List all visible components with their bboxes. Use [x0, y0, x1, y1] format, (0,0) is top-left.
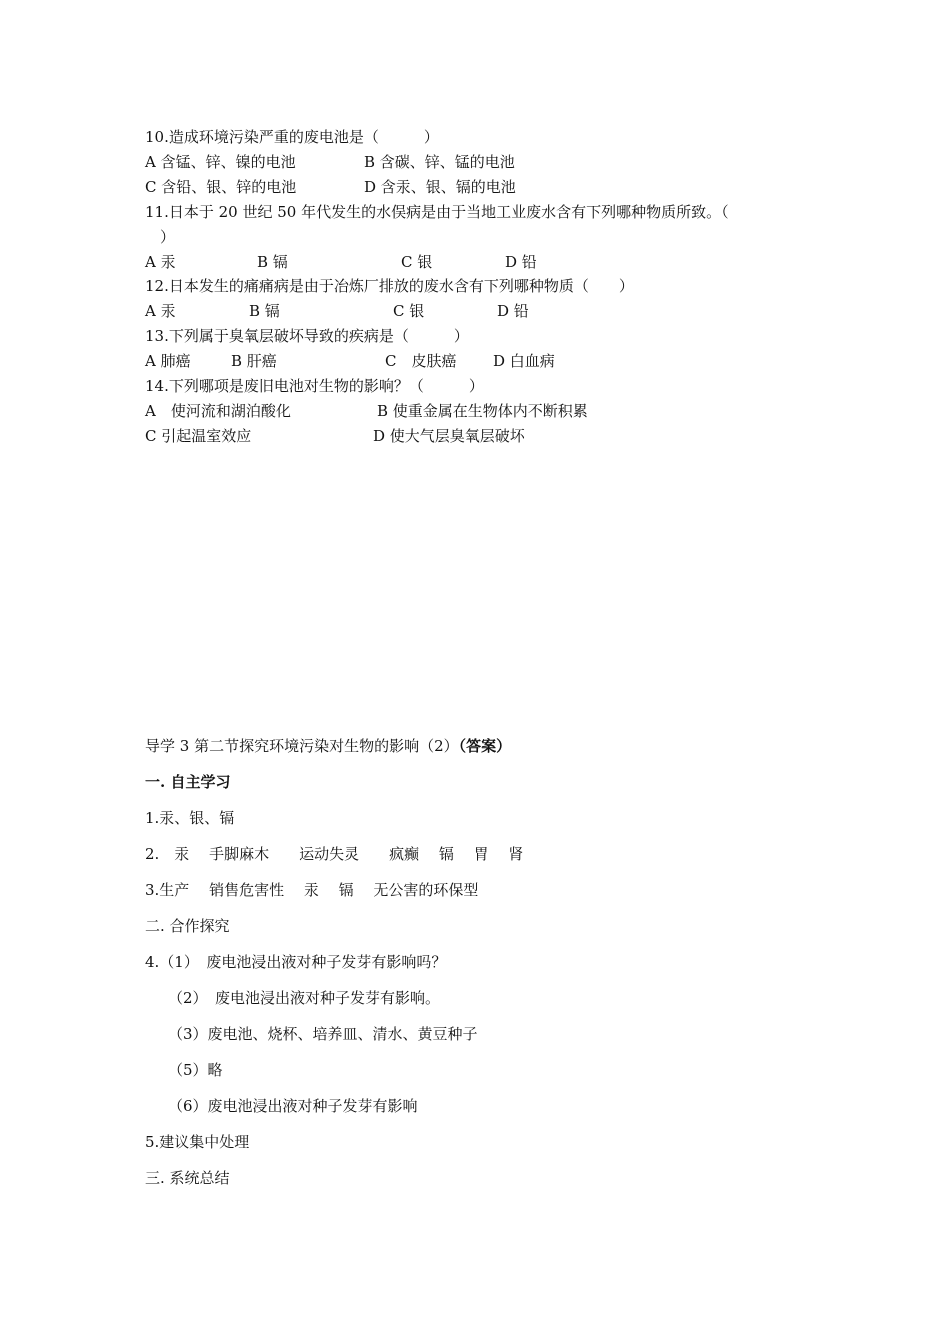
q11-option-d: D 铅	[505, 253, 537, 271]
section-2-heading: 二. 合作探究	[145, 917, 230, 935]
q14-option-a: A 使河流和湖泊酸化	[145, 402, 291, 420]
q13-option-c: C 皮肤癌	[385, 352, 457, 370]
answer-4-5: （5）略	[168, 1061, 223, 1079]
answer-4-1: 4.（1） 废电池浸出液对种子发芽有影响吗？	[145, 953, 447, 971]
answer-title	[145, 736, 511, 756]
q11-stem-continuation: ）	[160, 228, 176, 246]
q12-stem: 12.日本发生的痛痛病是由于冶炼厂排放的废水含有下列哪种物质（ ）	[145, 277, 634, 295]
q11-option-b: B 镉	[257, 253, 288, 271]
q13-option-a: A 肺癌	[145, 352, 191, 370]
q10-option-c: C 含铅、银、锌的电池	[145, 178, 297, 196]
answer-4-3: （3）废电池、烧杯、培养皿、清水、黄豆种子	[168, 1025, 478, 1043]
section-1-heading: 一. 自主学习	[145, 773, 231, 791]
q10-option-d: D 含汞、银、镉的电池	[364, 178, 516, 196]
answer-2: 2. 汞 手脚麻木 运动失灵 疯癫 镉 胃 肾	[145, 845, 524, 863]
q10-option-a: A 含锰、锌、镍的电池	[145, 153, 296, 171]
answer-5: 5.建议集中处理	[145, 1133, 250, 1151]
q12-option-c: C 银	[393, 302, 425, 320]
section-3-heading: 三. 系统总结	[145, 1169, 230, 1187]
answer-title-text: 导学 3 第二节探究环境污染对生物的影响（2）	[145, 737, 459, 755]
q14-option-c: C 引起温室效应	[145, 427, 252, 445]
q12-option-b: B 镉	[249, 302, 280, 320]
q14-option-d: D 使大气层臭氧层破坏	[373, 427, 525, 445]
q13-option-b: B 肝癌	[231, 352, 277, 370]
q12-option-a: A 汞	[145, 302, 176, 320]
q12-option-d: D 铅	[497, 302, 529, 320]
answer-4-2: （2） 废电池浸出液对种子发芽有影响。	[168, 989, 441, 1007]
q13-option-d: D 白血病	[493, 352, 555, 370]
q11-stem: 11.日本于 20 世纪 50 年代发生的水俣病是由于当地工业废水含有下列哪种物质所致。（	[145, 203, 729, 221]
answer-4-6: （6）废电池浸出液对种子发芽有影响	[168, 1097, 418, 1115]
q14-option-b: B 使重金属在生物体内不断积累	[377, 402, 588, 420]
answer-3: 3.生产 销售危害性 汞 镉 无公害的环保型	[145, 881, 479, 899]
q14-stem: 14.下列哪项是废旧电池对生物的影响？（ ）	[145, 377, 484, 395]
q10-option-b: B 含碳、锌、锰的电池	[364, 153, 515, 171]
q11-option-a: A 汞	[145, 253, 176, 271]
answer-title-bold: （答案）	[458, 737, 512, 755]
q11-option-c: C 银	[401, 253, 433, 271]
answer-1: 1.汞、银、镉	[145, 809, 235, 827]
q13-stem: 13.下列属于臭氧层破坏导致的疾病是（ ）	[145, 327, 469, 345]
q10-stem: 10.造成环境污染严重的废电池是（ ）	[145, 128, 439, 146]
